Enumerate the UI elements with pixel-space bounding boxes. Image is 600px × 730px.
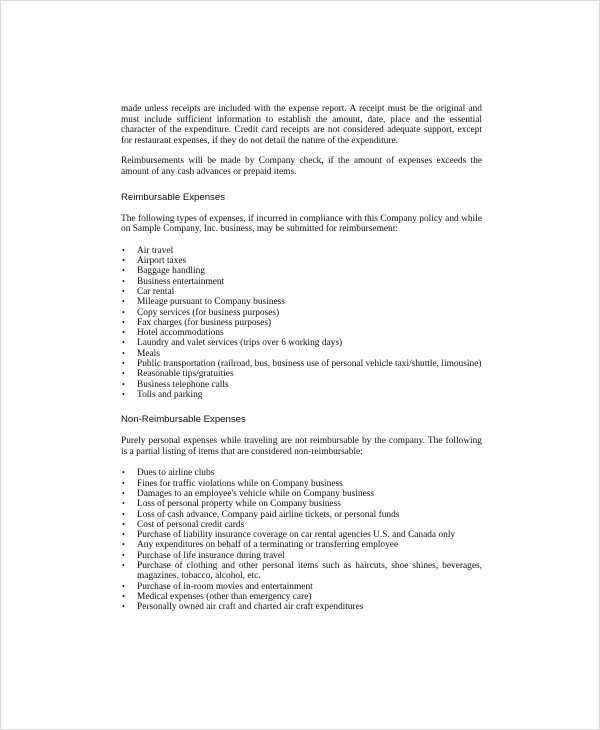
list-item-text: Airport taxes [137,256,187,267]
bullet-icon: • [122,499,125,509]
list-item [121,582,482,592]
bullet-icon: • [122,550,125,560]
list-item-text: Tolls and parking [137,389,203,400]
list-item [121,592,482,602]
list-item [121,308,482,318]
bullet-icon: • [122,286,125,296]
list-item-text: Meals [137,348,160,359]
list-item [121,369,482,379]
list-item [121,318,482,328]
list-item [121,510,482,520]
bullet-icon: • [122,509,125,519]
list-item-text: Loss of cash advance, Company paid airline tickets, or personal funds [137,509,400,520]
bullet-icon: • [122,478,125,488]
list-item [121,287,482,297]
reimbursable-list [121,246,482,400]
bullet-icon: • [122,591,125,601]
bullet-icon: • [122,348,125,358]
list-item-text: Medical expenses (other than emergency care) [137,591,312,602]
list-item-text: Purchase of life insurance during travel [137,550,285,561]
list-item-text: Personally owned air craft and charted air craft expenditures [137,602,364,613]
bullet-icon: • [122,540,125,550]
intro-paragraph-receipts: made unless receipts are included with the expense report. A receipt must be the original and must include sufficient information to establish the amount, date, place and the essential character of the expenditure. Credit card receipts are not considered adequate support, except for restaurant expenses, if they do not detail the nature of the expenditure. [121,104,482,146]
list-item [121,540,482,550]
list-item-text: Copy services (for business purposes) [137,307,280,318]
bullet-icon: • [122,488,125,498]
list-item [121,277,482,287]
list-item [121,359,482,369]
document-body [121,104,482,613]
list-item [121,380,482,390]
intro-paragraph-reimbursements: Reimbursements will be made by Company check, if the amount of expenses exceeds the amount of any cash advances or prepaid items. [121,156,482,177]
list-item-text: Loss of personal property while on Company business [137,499,341,510]
list-item [121,297,482,307]
bullet-icon: • [122,369,125,379]
reimbursable-heading: Reimbursable Expenses [121,191,225,203]
list-item [121,349,482,359]
bullet-icon: • [122,297,125,307]
list-item [121,468,482,478]
list-item-text: Purchase of in-room movies and entertainment [137,581,313,592]
list-item-text: Car rental [137,286,175,297]
bullet-icon: • [122,338,125,348]
bullet-icon: • [122,561,125,571]
non-reimbursable-intro: Purely personal expenses while traveling are not reimbursable by the company. The following is a partial listing of items that are considered non-reimbursable: [121,436,482,457]
bullet-icon: • [122,328,125,338]
bullet-icon: • [122,307,125,317]
reimbursable-intro: The following types of expenses, if incurred in compliance with this Company policy and while on Sample Company, Inc. business, may be submitted for reimbursement: [121,213,482,235]
list-item [121,246,482,256]
list-item [121,530,482,540]
non-reimbursable-list [121,468,482,612]
list-item-text: Baggage handling [137,266,205,277]
list-item [121,390,482,400]
list-item-text: Cost of personal credit cards [137,519,245,530]
bullet-icon: • [122,468,125,478]
bullet-icon: • [122,581,125,591]
list-item [121,328,482,338]
list-item-text: Air travel [137,245,174,256]
list-item-text: Business entertainment [137,276,225,287]
list-item-text: Purchase of clothing and other personal items such as haircuts, shoe shines, beverages, magazines, tobacco, alcohol, etc. [137,561,482,582]
list-item-text: Any expenditures on behalf of a terminating or transferring employee [137,540,399,551]
bullet-icon: • [122,519,125,529]
bullet-icon: • [122,256,125,266]
list-item-text: Damages to an employee's vehicle while on Company business [137,488,375,499]
bullet-icon: • [122,317,125,327]
bullet-icon: • [122,602,125,612]
list-item [121,489,482,499]
list-item [121,266,482,276]
bullet-icon: • [122,359,125,369]
list-item-text: Business telephone calls [137,379,229,390]
bullet-icon: • [122,245,125,255]
bullet-icon: • [122,266,125,276]
list-item [121,256,482,266]
list-item-text: Fines for traffic violations while on Company business [137,478,343,489]
list-item [121,499,482,509]
list-item-text: Purchase of liability insurance coverage on car rental agencies U.S. and Canada only [137,530,456,541]
non-reimbursable-heading: Non-Reimbursable Expenses [121,414,246,426]
list-item [121,602,482,612]
list-item [121,338,482,348]
list-item-text: Laundry and valet services (trips over 6 working days) [137,338,343,349]
bullet-icon: • [122,530,125,540]
list-item-text: Hotel accommodations [137,328,224,339]
list-item [121,551,482,561]
bullet-icon: • [122,379,125,389]
list-item [121,520,482,530]
list-item-text: Mileage pursuant to Company business [137,297,285,308]
list-item-text: Dues to airline clubs [137,468,215,479]
bullet-icon: • [122,389,125,399]
list-item-text: Fax charges (for business purposes) [137,317,272,328]
list-item [121,479,482,489]
list-item [121,561,482,582]
list-item-text: Reasonable tips/gratuities [137,369,234,380]
list-item-text: Public transportation (railroad, bus, business use of personal vehicle taxi/shuttle, limousine) [137,359,482,370]
bullet-icon: • [122,276,125,286]
